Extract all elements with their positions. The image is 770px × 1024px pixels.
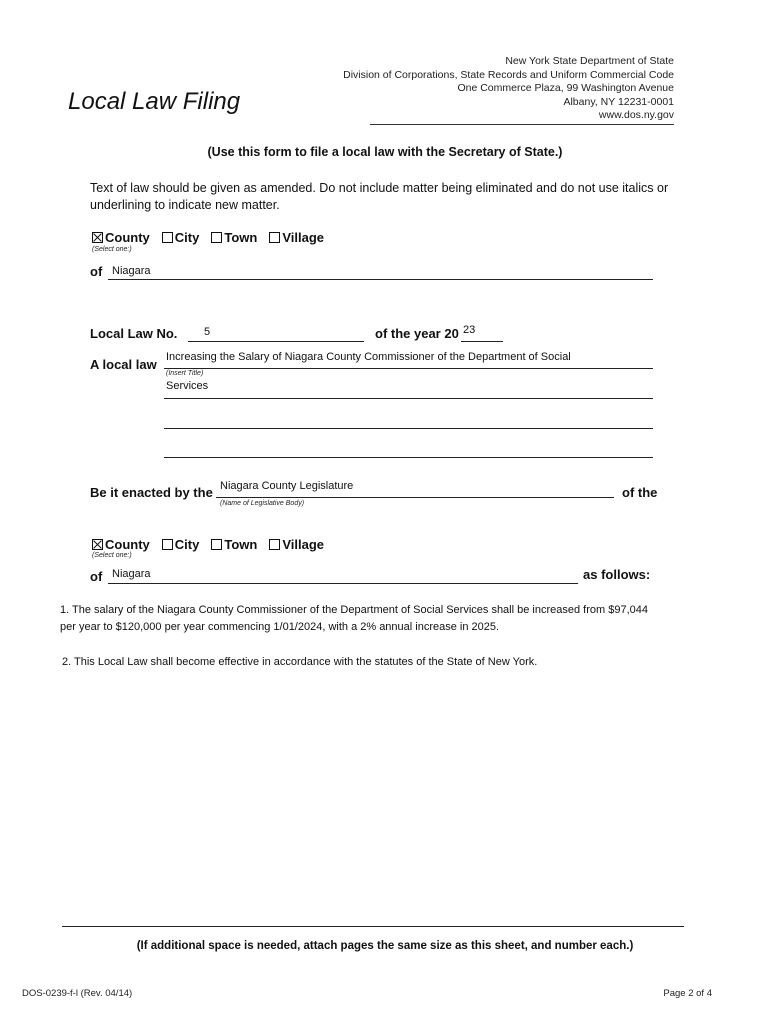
field-underline: [188, 341, 364, 342]
checkbox-city[interactable]: City: [162, 537, 200, 552]
field-underline: [164, 428, 653, 429]
year-label: of the year 20: [375, 326, 459, 341]
as-follows-label: as follows:: [583, 567, 651, 582]
local-law-title-label: A local law: [90, 357, 157, 372]
checkbox-icon[interactable]: [211, 539, 222, 550]
instruction-heading: (Use this form to file a local law with the Secretary of State.): [207, 145, 563, 159]
field-underline: [108, 583, 578, 584]
form-id: DOS-0239-f-l (Rev. 04/14): [22, 988, 133, 999]
municipality-name-field[interactable]: Niagara: [112, 568, 151, 580]
checkbox-checked-icon[interactable]: [92, 539, 103, 550]
local-law-no-field[interactable]: 5: [204, 326, 211, 338]
enacted-by-label: Be it enacted by the: [90, 485, 213, 500]
municipality-type-group-1: [92, 230, 324, 245]
header-divider: [370, 124, 674, 125]
checkbox-icon[interactable]: [269, 232, 280, 243]
field-underline: [164, 398, 653, 399]
address-line: Albany, NY 12231-0001: [563, 95, 674, 108]
instruction-text: Text of law should be given as amended. Do not include matter being eliminated and do not use italics or underlining to indicate new matter.: [90, 181, 669, 212]
footer-divider: [62, 926, 684, 927]
checkbox-county[interactable]: County: [92, 230, 150, 245]
address-line: Division of Corporations, State Records and Uniform Commercial Code: [343, 68, 674, 81]
law-text-paragraph-1: 1. The salary of the Niagara County Commissioner of the Department of Social Services shall be increased from $97,044 per year to $120,000 per year commencing 1/01/2024, with a 2% annual increase in 2025.: [60, 604, 648, 633]
field-underline: [108, 279, 653, 280]
field-underline: [216, 497, 614, 498]
insert-title-hint: (Insert Title): [166, 370, 204, 377]
of-the-label: of the: [622, 485, 658, 500]
checkbox-city[interactable]: City: [162, 230, 200, 245]
address-line: New York State Department of State: [505, 55, 674, 67]
select-hint: (Select one:): [92, 552, 132, 559]
of-label: of: [90, 264, 103, 279]
checkbox-town[interactable]: Town: [211, 230, 257, 245]
address-line: www.dos.ny.gov: [598, 109, 674, 122]
checkbox-county[interactable]: County: [92, 537, 150, 552]
page-number: Page 2 of 4: [663, 988, 712, 999]
checkbox-icon[interactable]: [211, 232, 222, 243]
local-law-title-field-line2[interactable]: Services: [166, 380, 209, 392]
field-underline: [164, 457, 653, 458]
checkbox-icon[interactable]: [162, 232, 173, 243]
checkbox-icon[interactable]: [162, 539, 173, 550]
municipality-type-group-2: [92, 537, 324, 552]
checkbox-town[interactable]: Town: [211, 537, 257, 552]
year-field[interactable]: 23: [463, 324, 476, 336]
agency-address: [343, 55, 674, 123]
checkbox-village[interactable]: Village: [269, 230, 324, 245]
field-underline: [164, 368, 653, 369]
legislative-body-field[interactable]: Niagara County Legislature: [220, 480, 354, 492]
select-hint: (Select one:): [92, 246, 132, 253]
of-label: of: [90, 569, 103, 584]
additional-space-note: (If additional space is needed, attach pages the same size as this sheet, and number each.): [136, 940, 634, 952]
local-law-no-label: Local Law No.: [90, 326, 178, 341]
municipality-name-field[interactable]: Niagara: [112, 265, 151, 277]
checkbox-checked-icon[interactable]: [92, 232, 103, 243]
legislative-body-hint: (Name of Legislative Body): [220, 500, 305, 507]
address-line: One Commerce Plaza, 99 Washington Avenue: [457, 82, 674, 95]
field-underline: [461, 341, 503, 342]
checkbox-icon[interactable]: [269, 539, 280, 550]
law-text-paragraph-2: 2. This Local Law shall become effective in accordance with the statutes of the State of New York.: [62, 656, 538, 668]
form-title: Local Law Filing: [68, 88, 241, 115]
checkbox-village[interactable]: Village: [269, 537, 324, 552]
local-law-title-field[interactable]: Increasing the Salary of Niagara County Commissioner of the Department of Social: [166, 351, 571, 363]
